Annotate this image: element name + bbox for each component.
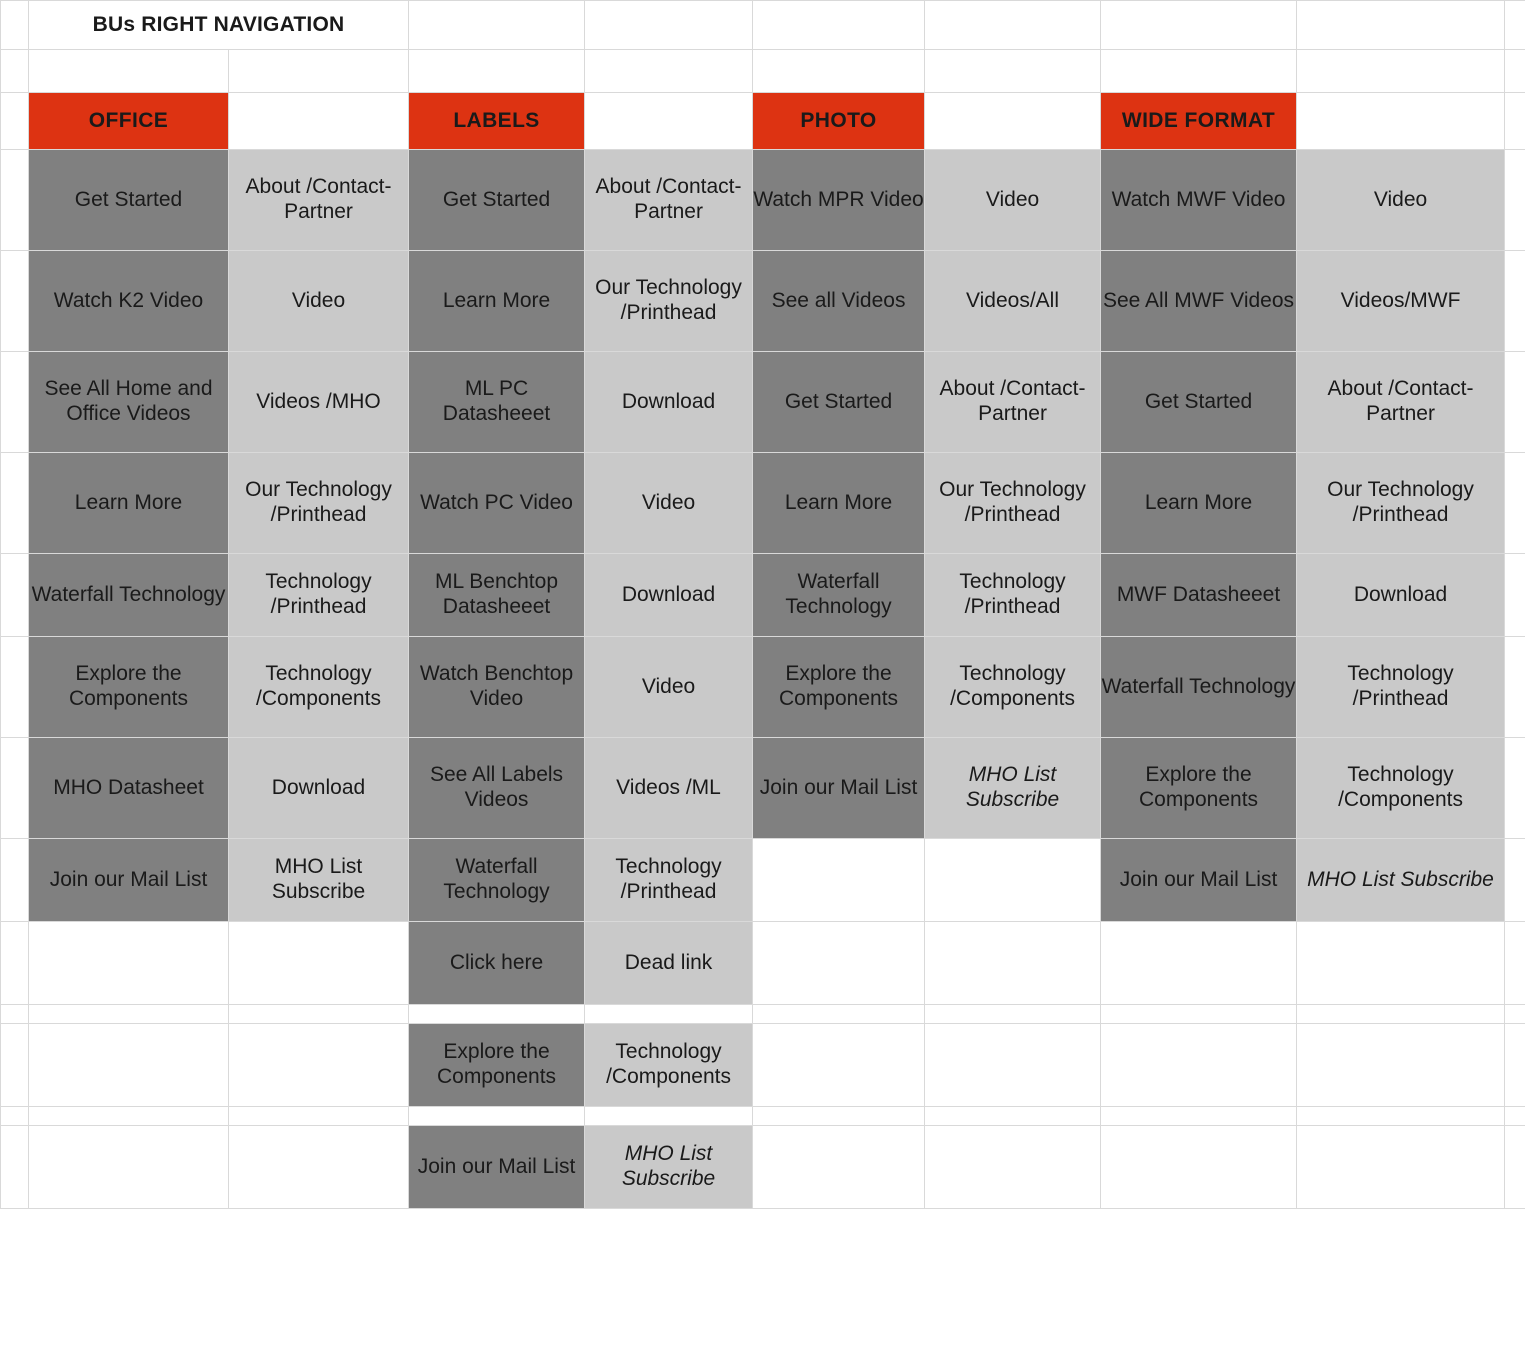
empty-cell[interactable] xyxy=(753,1,925,50)
empty-cell[interactable] xyxy=(1505,453,1525,554)
photo-label-0[interactable]: Watch MPR Video xyxy=(753,150,925,251)
office-label-0[interactable]: Get Started xyxy=(29,150,229,251)
office-label-4[interactable]: Waterfall Technology xyxy=(29,554,229,637)
empty-cell[interactable] xyxy=(925,1024,1101,1107)
wide-format-label-5[interactable]: Waterfall Technology xyxy=(1101,637,1297,738)
wide-format-target-1[interactable]: Videos/MWF xyxy=(1297,251,1505,352)
empty-cell[interactable] xyxy=(229,1126,409,1209)
empty-cell[interactable] xyxy=(925,1126,1101,1209)
row-gutter xyxy=(1,93,29,150)
empty-cell[interactable] xyxy=(585,1107,753,1126)
labels-label-7[interactable]: Waterfall Technology xyxy=(409,839,585,922)
empty-cell[interactable] xyxy=(1505,251,1525,352)
table-row xyxy=(1,150,1525,251)
photo-label-3[interactable]: Learn More xyxy=(753,453,925,554)
office-target-3[interactable]: Our Technology /Printhead xyxy=(229,453,409,554)
empty-cell[interactable] xyxy=(409,1005,585,1024)
empty-cell[interactable] xyxy=(1101,1,1297,50)
empty-cell[interactable] xyxy=(1101,1107,1297,1126)
row-gutter xyxy=(1,839,29,922)
empty-cell[interactable] xyxy=(229,1005,409,1024)
wide-format-target-7[interactable]: MHO List Subscribe xyxy=(1297,839,1505,922)
empty-cell[interactable] xyxy=(1101,1126,1297,1209)
empty-cell[interactable] xyxy=(753,1005,925,1024)
empty-cell[interactable] xyxy=(1297,1005,1505,1024)
labels-label-8[interactable]: Click here xyxy=(409,922,585,1005)
row-gutter xyxy=(1,1,29,50)
empty-cell[interactable] xyxy=(1505,738,1525,839)
empty-cell[interactable] xyxy=(29,1126,229,1209)
empty-cell[interactable] xyxy=(585,1005,753,1024)
empty-cell[interactable] xyxy=(1505,637,1525,738)
office-target-5[interactable]: Technology /Components xyxy=(229,637,409,738)
photo-label-4[interactable]: Waterfall Technology xyxy=(753,554,925,637)
labels-target-10[interactable]: Technology /Components xyxy=(585,1024,753,1107)
row-gutter xyxy=(1,251,29,352)
labels-target-11[interactable]: MHO List Subscribe xyxy=(585,1126,753,1209)
empty-cell[interactable] xyxy=(753,50,925,93)
empty-cell[interactable] xyxy=(409,1,585,50)
empty-cell[interactable] xyxy=(585,1,753,50)
empty-cell[interactable] xyxy=(29,1107,229,1126)
wide-format-label-4[interactable]: MWF Datasheeet xyxy=(1101,554,1297,637)
photo-label-2[interactable]: Get Started xyxy=(753,352,925,453)
labels-target-7[interactable]: Technology /Printhead xyxy=(585,839,753,922)
empty-cell[interactable] xyxy=(1101,922,1297,1005)
empty-cell[interactable] xyxy=(1505,554,1525,637)
table-row xyxy=(1,50,1525,93)
row-gutter xyxy=(1,50,29,93)
labels-label-4[interactable]: ML Benchtop Datasheeet xyxy=(409,554,585,637)
labels-target-6[interactable]: Videos /ML xyxy=(585,738,753,839)
row-gutter xyxy=(1,1005,29,1024)
wide-format-target-6[interactable]: Technology /Components xyxy=(1297,738,1505,839)
empty-cell[interactable] xyxy=(925,1005,1101,1024)
empty-cell[interactable] xyxy=(1505,839,1525,922)
photo-label-5[interactable]: Explore the Components xyxy=(753,637,925,738)
empty-cell[interactable] xyxy=(925,922,1101,1005)
empty-cell[interactable] xyxy=(229,922,409,1005)
labels-label-1[interactable]: Learn More xyxy=(409,251,585,352)
wide-format-label-6[interactable]: Explore the Components xyxy=(1101,738,1297,839)
empty-cell[interactable] xyxy=(229,93,409,150)
table-row xyxy=(1,738,1525,839)
empty-cell[interactable] xyxy=(1505,1126,1525,1209)
row-gutter xyxy=(1,1126,29,1209)
table-row xyxy=(1,93,1525,150)
empty-cell[interactable] xyxy=(753,1107,925,1126)
empty-cell[interactable] xyxy=(925,1,1101,50)
empty-cell[interactable] xyxy=(29,922,229,1005)
empty-cell[interactable] xyxy=(1505,93,1525,150)
header-labels: LABELS xyxy=(409,93,585,150)
empty-cell[interactable] xyxy=(1297,50,1505,93)
office-label-1[interactable]: Watch K2 Video xyxy=(29,251,229,352)
labels-label-10[interactable]: Explore the Components xyxy=(409,1024,585,1107)
office-target-6[interactable]: Download xyxy=(229,738,409,839)
table-row xyxy=(1,1107,1525,1126)
table-row xyxy=(1,352,1525,453)
row-gutter xyxy=(1,453,29,554)
labels-label-11[interactable]: Join our Mail List xyxy=(409,1126,585,1209)
empty-cell[interactable] xyxy=(29,1024,229,1107)
row-gutter xyxy=(1,922,29,1005)
office-label-6[interactable]: MHO Datasheet xyxy=(29,738,229,839)
wide-format-label-7[interactable]: Join our Mail List xyxy=(1101,839,1297,922)
empty-cell[interactable] xyxy=(1505,352,1525,453)
empty-cell[interactable] xyxy=(1505,1005,1525,1024)
office-target-4[interactable]: Technology /Printhead xyxy=(229,554,409,637)
page-title: BUs RIGHT NAVIGATION xyxy=(29,1,409,50)
photo-label-1[interactable]: See all Videos xyxy=(753,251,925,352)
row-gutter xyxy=(1,738,29,839)
empty-cell[interactable] xyxy=(1297,922,1505,1005)
wide-format-label-0[interactable]: Watch MWF Video xyxy=(1101,150,1297,251)
table-row xyxy=(1,453,1525,554)
table-row xyxy=(1,1,1525,50)
office-label-5[interactable]: Explore the Components xyxy=(29,637,229,738)
row-gutter xyxy=(1,352,29,453)
table-row xyxy=(1,637,1525,738)
empty-cell[interactable] xyxy=(925,1107,1101,1126)
wide-format-label-2[interactable]: Get Started xyxy=(1101,352,1297,453)
office-target-2[interactable]: Videos /MHO xyxy=(229,352,409,453)
office-label-7[interactable]: Join our Mail List xyxy=(29,839,229,922)
empty-cell[interactable] xyxy=(1101,50,1297,93)
empty-cell[interactable] xyxy=(1297,1,1505,50)
labels-label-6[interactable]: See All Labels Videos xyxy=(409,738,585,839)
empty-cell[interactable] xyxy=(229,1107,409,1126)
labels-target-2[interactable]: Download xyxy=(585,352,753,453)
office-label-2[interactable]: See All Home and Office Videos xyxy=(29,352,229,453)
labels-label-0[interactable]: Get Started xyxy=(409,150,585,251)
labels-label-5[interactable]: Watch Benchtop Video xyxy=(409,637,585,738)
header-photo: PHOTO xyxy=(753,93,925,150)
empty-cell[interactable] xyxy=(1297,1126,1505,1209)
empty-cell[interactable] xyxy=(925,93,1101,150)
labels-label-3[interactable]: Watch PC Video xyxy=(409,453,585,554)
photo-target-1[interactable]: Videos/All xyxy=(925,251,1101,352)
empty-cell[interactable] xyxy=(585,93,753,150)
office-target-1[interactable]: Video xyxy=(229,251,409,352)
empty-cell[interactable] xyxy=(229,1024,409,1107)
photo-target-5[interactable]: Technology /Components xyxy=(925,637,1101,738)
photo-target-2[interactable]: About /Contact-Partner xyxy=(925,352,1101,453)
wide-format-target-4[interactable]: Download xyxy=(1297,554,1505,637)
header-office: OFFICE xyxy=(29,93,229,150)
labels-target-8[interactable]: Dead link xyxy=(585,922,753,1005)
empty-cell[interactable] xyxy=(409,1107,585,1126)
labels-target-0[interactable]: About /Contact-Partner xyxy=(585,150,753,251)
table-row xyxy=(1,554,1525,637)
empty-cell[interactable] xyxy=(753,1024,925,1107)
empty-cell[interactable] xyxy=(1505,1107,1525,1126)
row-gutter xyxy=(1,637,29,738)
office-target-0[interactable]: About /Contact-Partner xyxy=(229,150,409,251)
table-row xyxy=(1,1005,1525,1024)
empty-cell[interactable] xyxy=(1505,1024,1525,1107)
labels-target-5[interactable]: Video xyxy=(585,637,753,738)
empty-cell[interactable] xyxy=(1297,93,1505,150)
empty-cell[interactable] xyxy=(1505,150,1525,251)
empty-cell[interactable] xyxy=(229,50,409,93)
wide-format-target-0[interactable]: Video xyxy=(1297,150,1505,251)
labels-target-1[interactable]: Our Technology /Printhead xyxy=(585,251,753,352)
empty-cell[interactable] xyxy=(1101,1024,1297,1107)
row-gutter xyxy=(1,1024,29,1107)
table-row xyxy=(1,839,1525,922)
empty-cell[interactable] xyxy=(925,839,1101,922)
table-row xyxy=(1,1126,1525,1209)
photo-target-0[interactable]: Video xyxy=(925,150,1101,251)
table-row xyxy=(1,922,1525,1005)
empty-cell[interactable] xyxy=(1505,922,1525,1005)
header-wide-format: WIDE FORMAT xyxy=(1101,93,1297,150)
office-target-7[interactable]: MHO List Subscribe xyxy=(229,839,409,922)
empty-cell[interactable] xyxy=(1101,1005,1297,1024)
labels-label-2[interactable]: ML PC Datasheeet xyxy=(409,352,585,453)
wide-format-target-5[interactable]: Technology /Printhead xyxy=(1297,637,1505,738)
empty-cell[interactable] xyxy=(753,839,925,922)
row-gutter xyxy=(1,554,29,637)
empty-cell[interactable] xyxy=(1505,50,1525,93)
empty-cell[interactable] xyxy=(1297,1107,1505,1126)
wide-format-target-3[interactable]: Our Technology /Printhead xyxy=(1297,453,1505,554)
wide-format-target-2[interactable]: About /Contact-Partner xyxy=(1297,352,1505,453)
empty-cell[interactable] xyxy=(409,50,585,93)
empty-cell[interactable] xyxy=(29,1005,229,1024)
photo-label-6[interactable]: Join our Mail List xyxy=(753,738,925,839)
empty-cell[interactable] xyxy=(1297,1024,1505,1107)
labels-target-3[interactable]: Video xyxy=(585,453,753,554)
photo-target-3[interactable]: Our Technology /Printhead xyxy=(925,453,1101,554)
empty-cell[interactable] xyxy=(585,50,753,93)
empty-cell[interactable] xyxy=(1505,1,1525,50)
wide-format-label-1[interactable]: See All MWF Videos xyxy=(1101,251,1297,352)
row-gutter xyxy=(1,1107,29,1126)
row-gutter xyxy=(1,150,29,251)
photo-target-4[interactable]: Technology /Printhead xyxy=(925,554,1101,637)
empty-cell[interactable] xyxy=(925,50,1101,93)
labels-target-4[interactable]: Download xyxy=(585,554,753,637)
office-label-3[interactable]: Learn More xyxy=(29,453,229,554)
wide-format-label-3[interactable]: Learn More xyxy=(1101,453,1297,554)
photo-target-6[interactable]: MHO List Subscribe xyxy=(925,738,1101,839)
empty-cell[interactable] xyxy=(29,50,229,93)
table-row xyxy=(1,1024,1525,1107)
empty-cell[interactable] xyxy=(753,1126,925,1209)
empty-cell[interactable] xyxy=(753,922,925,1005)
table-row xyxy=(1,251,1525,352)
